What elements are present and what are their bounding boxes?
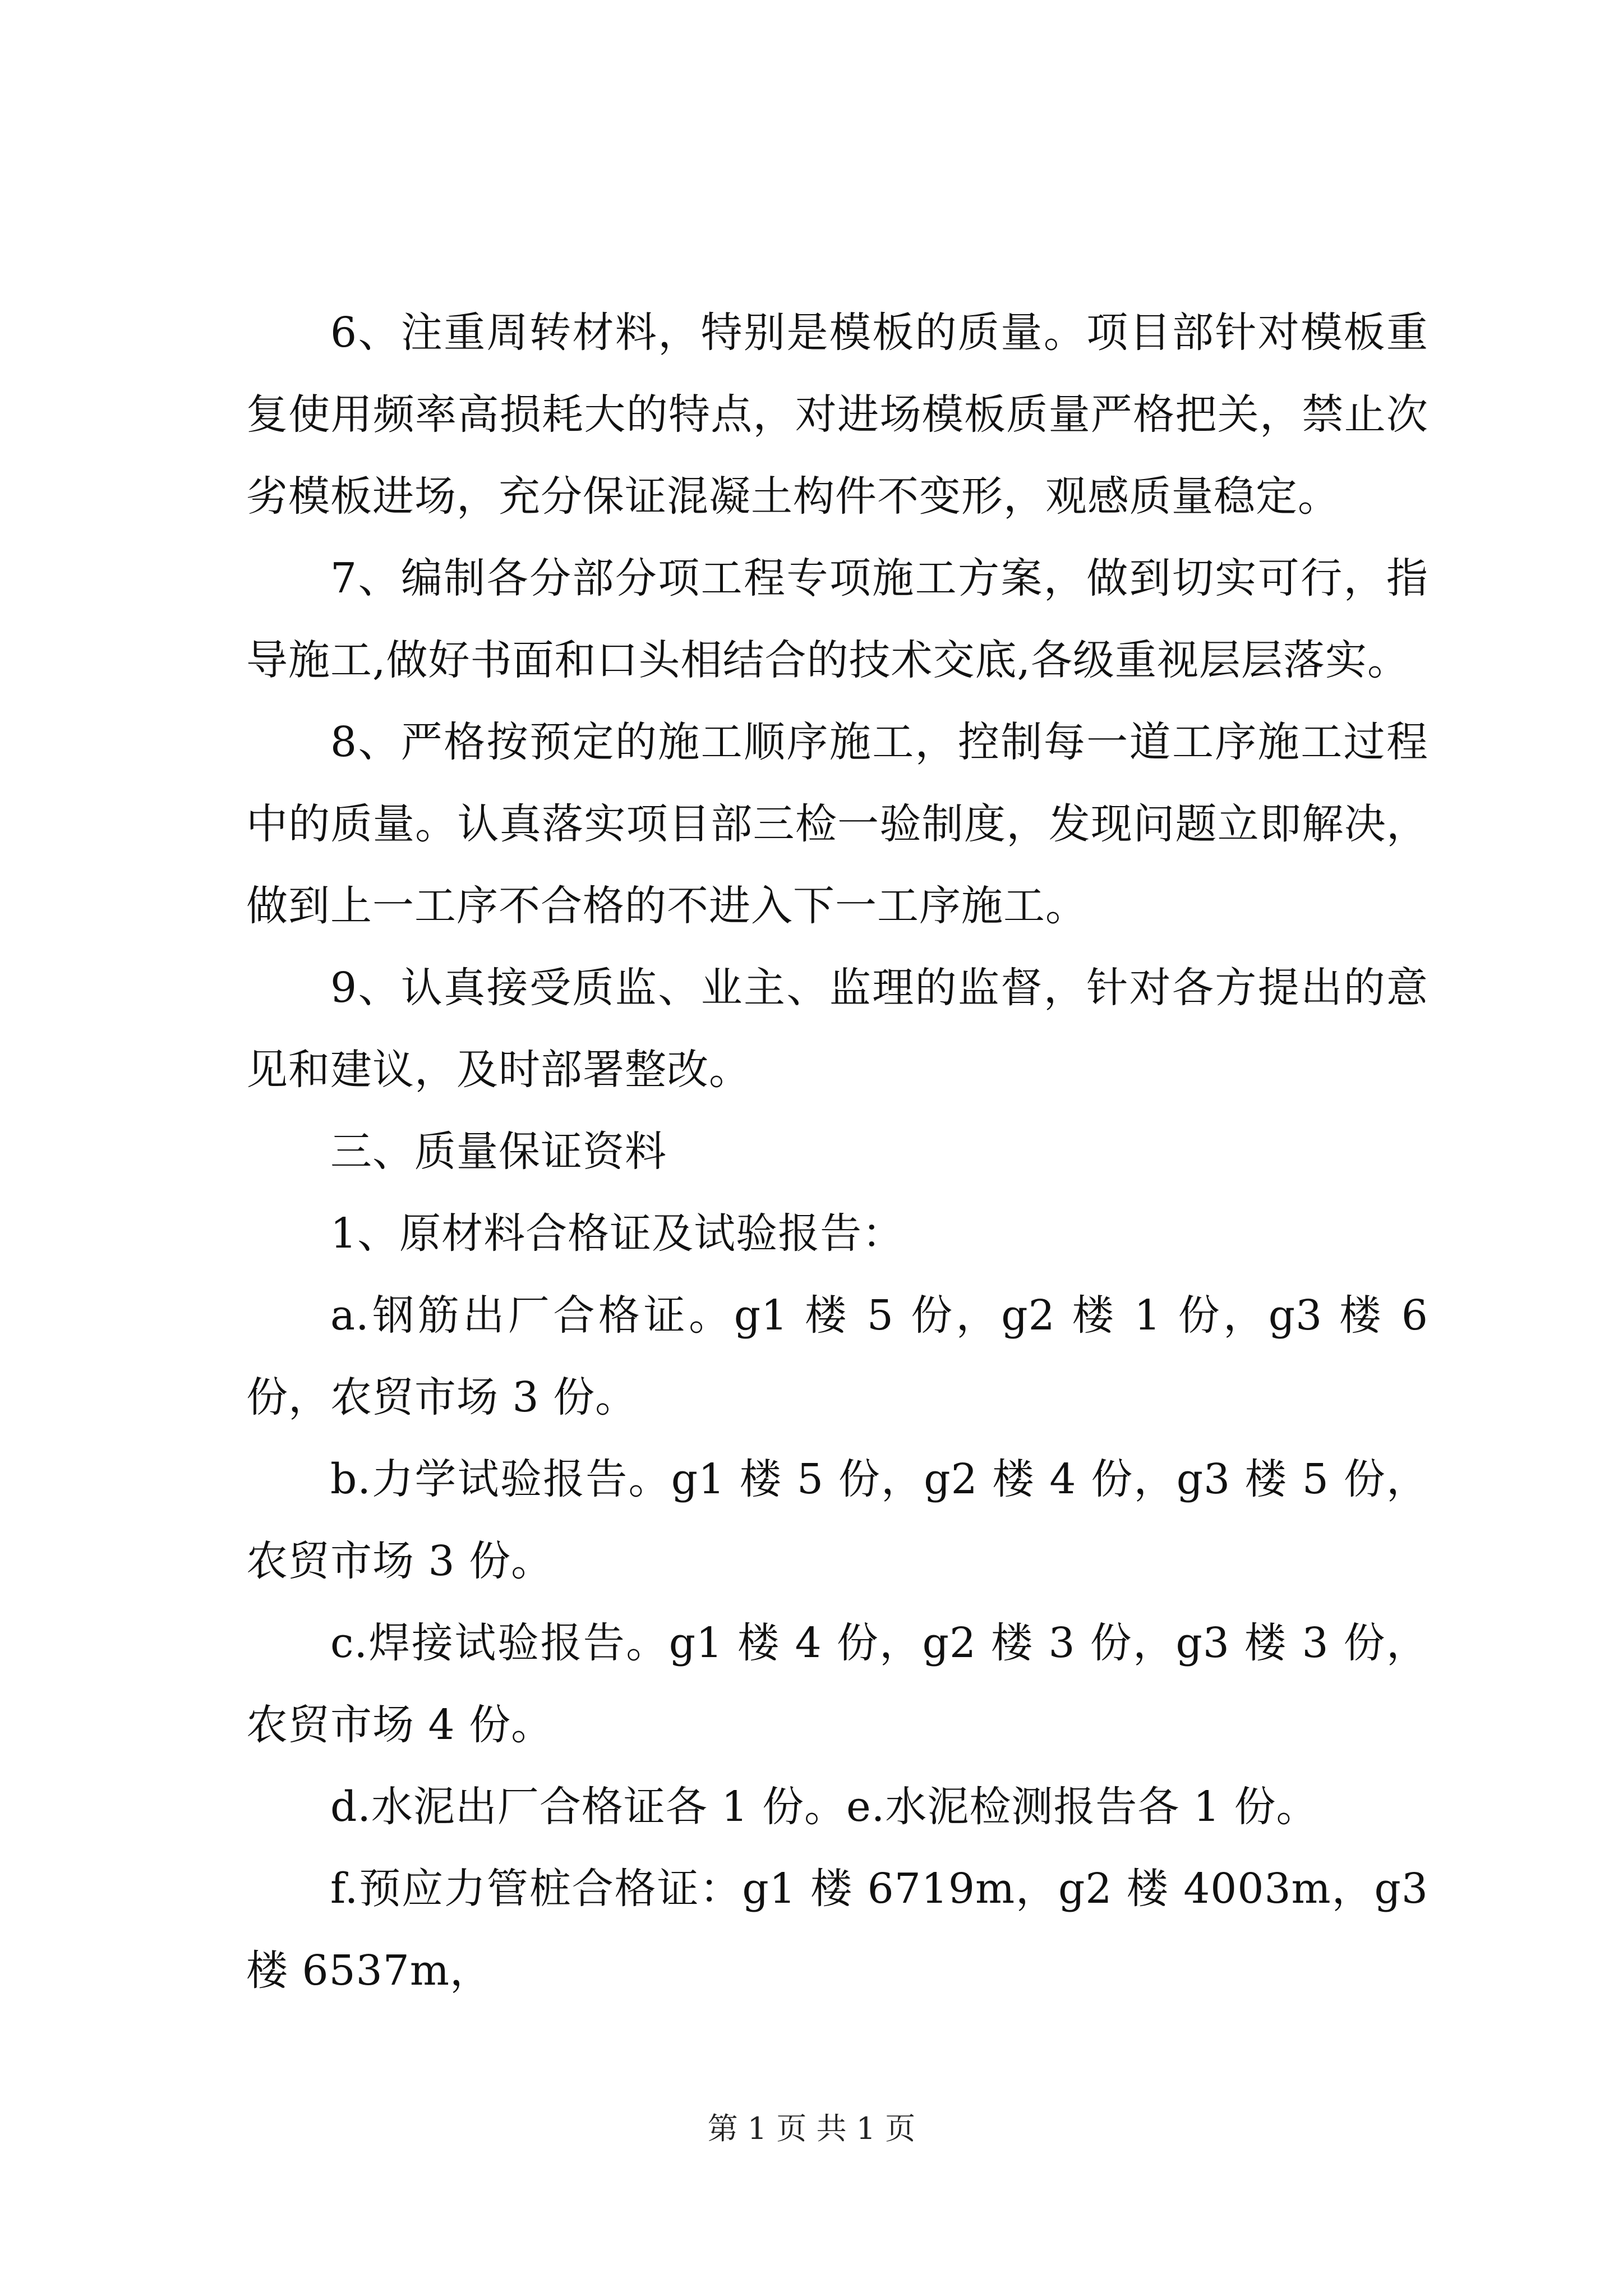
paragraph-item-a: a.钢筋出厂合格证。g1 楼 5 份，g2 楼 1 份，g3 楼 6 份，农贸市场 3 份。 [246,1291,1428,1421]
paragraph-item-8: 8、严格按预定的施工顺序施工，控制每一道工序施工过程中的质量。认真落实项目部三检一验制度，发现问题立即解决，做到上一工序不合格的不进入下一工序施工。 [246,718,1428,930]
paragraph-item-6: 6、注重周转材料，特别是模板的质量。项目部针对模板重复使用频率高损耗大的特点，对进场模板质量严格把关，禁止次劣模板进场，充分保证混凝土构件不变形，观感质量稳定。 [246,309,1428,521]
document-body [246,292,1428,2012]
paragraph-item-f: f.预应力管桩合格证：g1 楼 6719m，g2 楼 4003m，g3 楼 6537m， [246,1865,1428,1995]
paragraph-item-c: c.焊接试验报告。g1 楼 4 份，g2 楼 3 份，g3 楼 3 份，农贸市场 4 份。 [246,1619,1428,1749]
paragraph-item-d-e: d.水泥出厂合格证各 1 份。e.水泥检测报告各 1 份。 [330,1783,1318,1831]
paragraph-item-7: 7、编制各分部分项工程专项施工方案，做到切实可行，指导施工,做好书面和口头相结合的技术交底,各级重视层层落实。 [246,554,1428,684]
page-footer: 第 1 页 共 1 页 [707,2111,916,2146]
subheading-raw-materials: 1、原材料合格证及试验报告： [330,1209,905,1258]
section-heading-quality-records: 三、质量保证资料 [330,1128,667,1176]
paragraph-item-b: b.力学试验报告。g1 楼 5 份，g2 楼 4 份，g3 楼 5 份，农贸市场 3 份。 [246,1455,1428,1585]
paragraph-item-9: 9、认真接受质监、业主、监理的监督，针对各方提出的意见和建议，及时部署整改。 [246,964,1428,1094]
